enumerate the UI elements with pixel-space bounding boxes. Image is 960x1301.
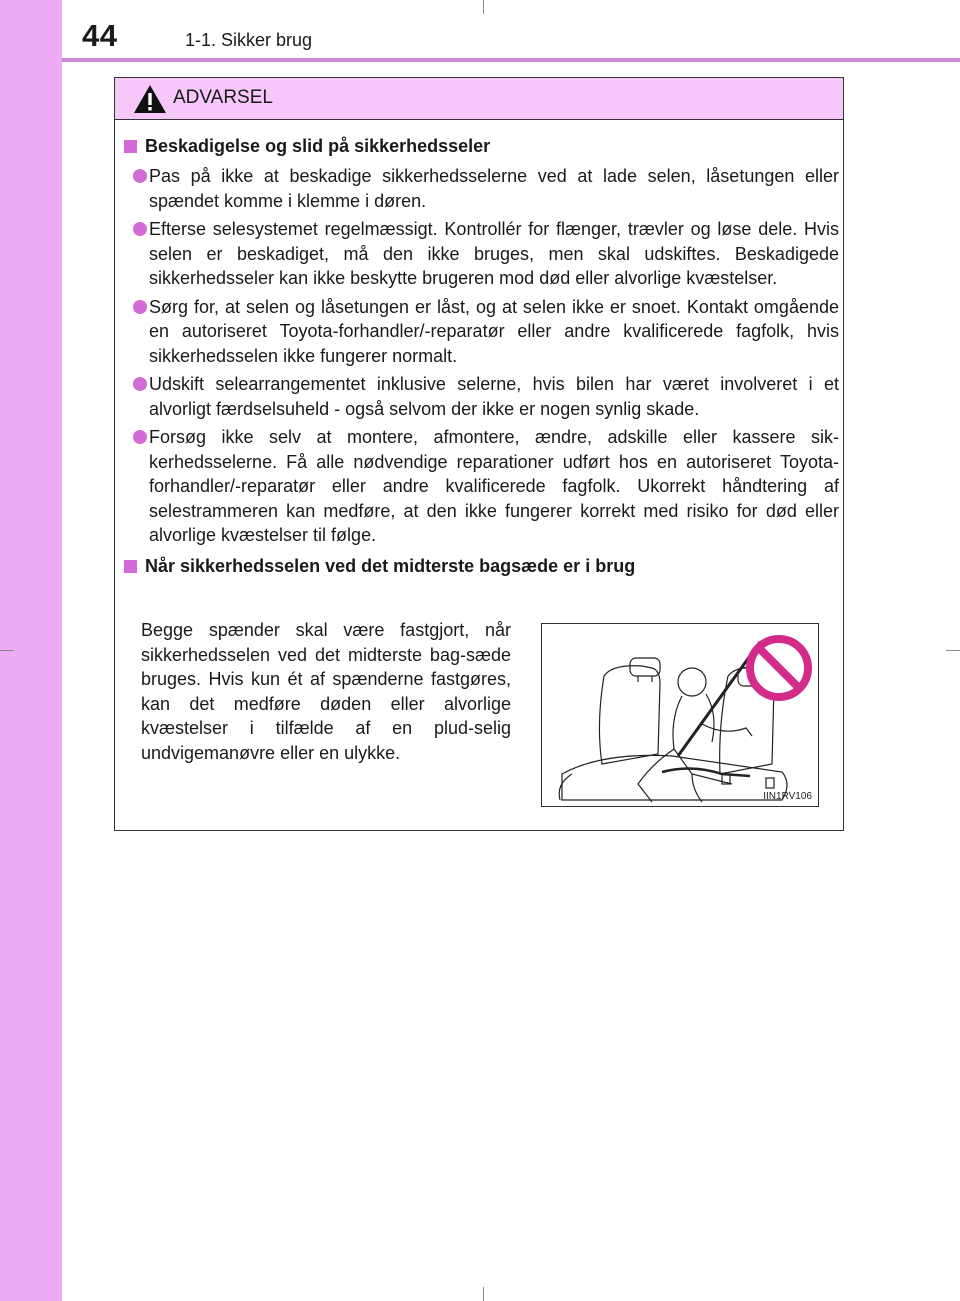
list-item: Forsøg ikke selv at montere, afmontere, ændre, adskille eller kassere sik-kerhedsselerne. Få alle nødvendige reparationer udført hos en autoriseret Toyota-forhandler/-reparatør eller andre kvalificerede fagfolk. Ukorrekt håndtering af selestrammeren kan medføre, at den ikke fungerer korrekt med risiko for død eller alvorlige kvæstelser til følge.	[123, 425, 839, 548]
list-item: Udskift selearrangementet inklusive selerne, hvis bilen har været involveret i et alvorligt færdselsuheld - også selvom der ikke er nogen synlig skade.	[123, 372, 839, 421]
square-bullet-icon	[124, 560, 137, 573]
round-bullet-icon	[133, 430, 147, 444]
list-item: Efterse selesystemet regelmæssigt. Kontrollér for flænger, trævler og løse dele. Hvis selen er beskadiget, må den ikke bruges, men skal udskiftes. Beskadigede sikkerhedsseler kan ikke beskytte brugeren mod død eller alvorlige kvæstelser.	[123, 217, 839, 291]
list-item: Sørg for, at selen og låsetungen er låst, og at selen ikke er snoet. Kontakt omgående en autoriseret Toyota-forhandler/-reparatør eller andre kvalificerede fagfolk, hvis sikkerhedsselen ikke fungerer normalt.	[123, 295, 839, 369]
page-header	[62, 0, 960, 64]
round-bullet-icon	[133, 222, 147, 236]
section-heading: Beskadigelse og slid på sikkerhedsseler	[123, 134, 839, 158]
crop-mark	[0, 650, 14, 651]
section-title: 1-1. Sikker brug	[185, 30, 313, 50]
list-item: Pas på ikke at beskadige sikkerhedsselerne ved at lade selen, låsetungen eller spændet komme i klemme i døren.	[123, 164, 839, 213]
crop-mark	[946, 650, 960, 651]
warning-header	[115, 78, 843, 120]
rear-seat-illustration	[542, 624, 818, 806]
round-bullet-icon	[133, 169, 147, 183]
center-seat-paragraph: Begge spænder skal være fastgjort, når sikkerhedsselen ved det midterste bag-sæde bruges. Hvis kun ét af spænderne fastgøres, kan det medføre døden eller alvorlige kvæstelser i tilfælde af en plud-selig undvigemanøvre eller en ulykke.	[141, 620, 511, 763]
round-bullet-icon	[133, 300, 147, 314]
page-number: 44	[82, 18, 118, 53]
header-rule	[62, 58, 960, 62]
round-bullet-icon	[133, 377, 147, 391]
section-heading: Når sikkerhedsselen ved det midterste bagsæde er i brug	[123, 554, 839, 578]
square-bullet-icon	[124, 140, 137, 153]
warning-title: ADVARSEL	[173, 87, 273, 108]
warning-content	[123, 134, 839, 584]
warning-triangle-icon	[133, 84, 167, 114]
crop-mark	[483, 1287, 484, 1301]
figure-code: IIN1RV106	[763, 791, 812, 802]
prohibited-sign-icon	[750, 639, 808, 697]
seatbelt-illustration	[541, 623, 819, 807]
warning-box	[114, 77, 844, 831]
